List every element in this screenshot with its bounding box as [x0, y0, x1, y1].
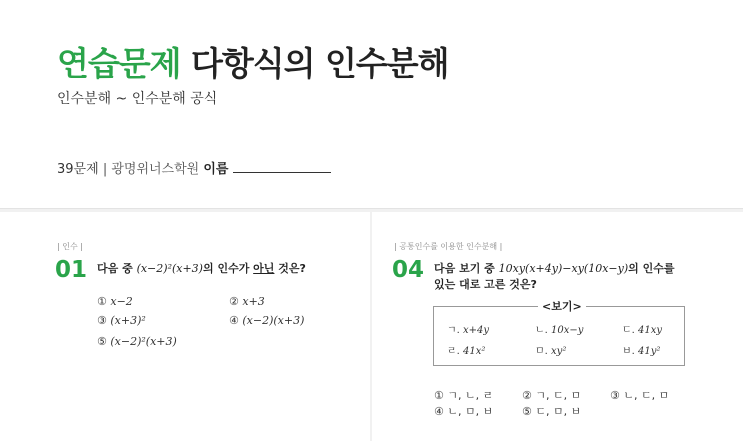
- question-count: 39문제: [57, 162, 99, 177]
- question-number: 01: [55, 257, 88, 283]
- school-name: 광명위너스학원: [111, 162, 200, 177]
- worksheet-header: [0, 0, 743, 209]
- title-accent: 연습문제: [57, 44, 181, 83]
- option-2[interactable]: ② x+3: [229, 295, 265, 308]
- question-expression: (x−2)²(x+3): [136, 262, 203, 275]
- emphasis-text: 아닌: [253, 262, 275, 275]
- example-item: ㄴ. 10x−y: [535, 325, 584, 336]
- example-item: ㄱ. x+4y: [447, 325, 490, 336]
- topic-tag: | 공통인수를 이용한 인수분해 |: [394, 242, 503, 251]
- question-text: 다음 보기 중 10xy(x+4y)−xy(10x−y)의 인수를 있는 대로 고른 것은?: [434, 262, 675, 291]
- option-1[interactable]: ① x−2: [97, 295, 133, 308]
- option-5[interactable]: ⑤ ㄷ, ㅁ, ㅂ: [522, 405, 582, 418]
- page-subtitle: 인수분해 ~ 인수분해 공식: [57, 91, 218, 107]
- option-2[interactable]: ② ㄱ, ㄷ, ㅁ: [522, 389, 582, 402]
- example-box-title: <보기>: [538, 298, 586, 314]
- title-main: 다항식의 인수분해: [191, 44, 449, 83]
- option-1[interactable]: ① ㄱ, ㄴ, ㄹ: [434, 389, 494, 402]
- question-expression: 10xy(x+4y)−xy(10x−y): [498, 262, 629, 275]
- example-box: [433, 306, 685, 366]
- option-4[interactable]: ④ ㄴ, ㅁ, ㅂ: [434, 405, 494, 418]
- question-number: 04: [392, 257, 425, 283]
- example-item: ㄹ. 41x²: [447, 346, 486, 357]
- name-blank-line: [233, 161, 331, 173]
- example-item: ㅁ. xy²: [535, 346, 567, 357]
- page-title: [57, 38, 449, 85]
- option-5[interactable]: ⑤ (x−2)²(x+3): [97, 335, 177, 348]
- option-4[interactable]: ④ (x−2)(x+3): [229, 314, 305, 327]
- question-text: 다음 중 (x−2)²(x+3)의 인수가 아닌 것은?: [97, 262, 306, 275]
- question-panel-right: [372, 212, 743, 441]
- worksheet-info: 39문제 | 광명위너스학원 이름: [57, 158, 331, 177]
- example-item: ㅂ. 41y²: [622, 346, 661, 357]
- topic-tag: | 인수 |: [57, 242, 83, 251]
- example-item: ㄷ. 41xy: [622, 325, 663, 336]
- option-3[interactable]: ③ (x+3)²: [97, 314, 146, 327]
- name-label: 이름: [203, 162, 229, 177]
- question-panel-left: [0, 212, 370, 441]
- option-3[interactable]: ③ ㄴ, ㄷ, ㅁ: [610, 389, 670, 402]
